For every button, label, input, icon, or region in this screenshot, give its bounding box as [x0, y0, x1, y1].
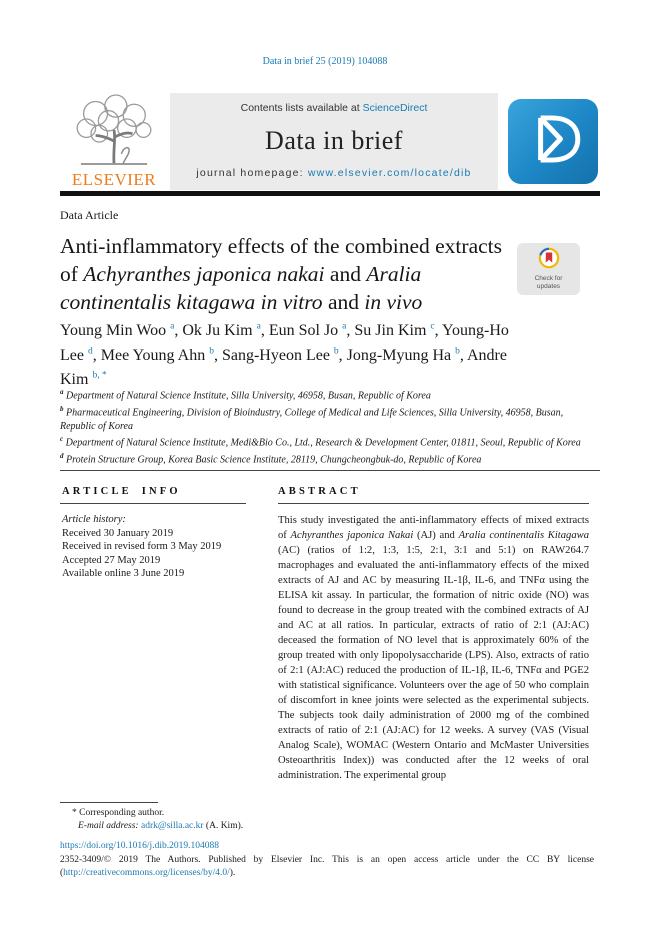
- masthead-box: [170, 93, 498, 190]
- abstract-segment: (AC) (ratios of 1:2, 1:3, 1:5, 2:1, 3:1 and 5:1) on RAW264.7 macrophages and evaluated the anti-inflammatory effects of the mixed extracts of AJ and AC by measuring IL-1β, IL-6, and TNFα using the ELISA kit assay. In particular, the formation of nitric oxide (NO) was found to decrease in the group treated with the combined extracts of AJ and AC at all ratios. In particular, extracts of ratio of 2:1 (AJ:AC) deceased the formation of NO level that is approximately 60% of the group treated with only lipopolysaccharide (LPS). Also, extracts of ratio of 2:1 (AJ:AC) reduced the production of IL-1β, IL-6, TNFα and PGE2 with statistical significance. Volunteers over the age of 50 who complain of discomfort in knee joints were selected as the experimental subjects. The subjects took daily administration of 2000 mg of the combined extracts of ratio of 2:1 (AJ:AC) for 12 weeks. A survey (VAS (Visual Analog Scale), WOMAC (Western Ontario and McMaster Universities Osteoarthritis Index)) was conducted after the 12 weeks of oral administration. The experimental group: [278, 545, 589, 781]
- footnote-asterisk: *: [72, 808, 80, 818]
- license-text: 2352-3409/© 2019 The Authors. Published by Elsevier Inc. This is an open access article under the CC BY license (: [60, 855, 594, 878]
- crossmark-ribbon-icon: [538, 247, 560, 274]
- author-list: [60, 317, 512, 390]
- abstract-segment: (AJ) and: [413, 530, 459, 541]
- abstract-segment-species: Aralia continentalis Kitagawa: [458, 530, 589, 541]
- abstract-underline: [278, 503, 589, 504]
- article-type-label: Data Article: [60, 208, 119, 222]
- title-segment-species: Achyranthes japonica nakai: [83, 262, 325, 286]
- elsevier-logo-block: [62, 94, 166, 190]
- abstract-text: [278, 513, 589, 783]
- title-segment: Anti-inflammatory effects of the combined extracts of: [60, 234, 502, 286]
- homepage-url-link[interactable]: www.elsevier.com/locate/dib: [307, 167, 472, 179]
- license-close: ).: [229, 868, 236, 878]
- crossmark-label-line2: updates: [536, 282, 561, 290]
- abstract-segment-species: Achyranthes japonica Nakai: [290, 530, 414, 541]
- author: Young-Ho Lee $^d$,: [60, 322, 509, 364]
- doi-link[interactable]: https://doi.org/10.1016/j.dib.2019.104088: [60, 841, 219, 851]
- journal-title: Data in brief: [265, 125, 403, 155]
- history-received: Received 30 January 2019: [62, 527, 174, 539]
- footnote-divider: [60, 802, 158, 803]
- affiliation-list: [60, 386, 592, 467]
- article-title: [60, 232, 515, 316]
- masthead-divider-bar: [60, 191, 600, 196]
- affiliation: $^c$ Department of Natural Science Institute, Medi&Bio Co., Ltd., Research & Development Center, 01811, Seoul, Republic of Korea: [60, 435, 581, 449]
- affiliation: $^b$ Pharmaceutical Engineering, Division of Bioindustry, College of Medical and Life Sciences, Silla University, 46958, Busan, Republic of Korea: [60, 404, 564, 432]
- author: Eun Sol Jo $^a$,: [268, 322, 355, 340]
- crossmark-label: [535, 275, 563, 290]
- article-history-label: Article history:: [62, 514, 126, 525]
- homepage-label: journal homepage:: [196, 167, 308, 179]
- journal-homepage-line: [196, 167, 471, 179]
- author: Su Jin Kim $^c$,: [354, 322, 443, 340]
- author: Mee Young Ahn $^b$,: [100, 346, 222, 364]
- affiliation: $^a$ Department of Natural Science Institute, Silla University, 46958, Busan, Republic of Korea: [60, 388, 431, 402]
- author: Sang-Hyeon Lee $^b$,: [221, 346, 347, 364]
- email-label: E-mail address:: [78, 821, 141, 831]
- email-attribution: (A. Kim).: [203, 821, 244, 831]
- history-online: Available online 3 June 2019: [62, 568, 185, 579]
- history-accepted: Accepted 27 May 2019: [62, 554, 161, 566]
- history-revised: Received in revised form 3 May 2019: [62, 541, 222, 552]
- check-for-updates-badge[interactable]: [517, 243, 580, 295]
- title-segment: and: [322, 290, 365, 314]
- journal-cover-thumbnail[interactable]: [508, 99, 598, 184]
- author: Andre Kim $^{b, *}$: [60, 346, 507, 388]
- author: Jong-Myung Ha $^b$,: [346, 346, 467, 364]
- title-segment-species: Aralia continentalis kitagawa in vitro: [60, 262, 422, 314]
- abstract-heading: ABSTRACT: [278, 486, 361, 497]
- contents-line: [241, 102, 428, 114]
- data-in-brief-d-icon: [521, 108, 585, 175]
- license-url-link[interactable]: http://creativecommons.org/licenses/by/4.0/: [63, 868, 230, 878]
- journal-citation: Data in brief 25 (2019) 104088: [262, 56, 388, 67]
- crossmark-label-line1: Check for: [534, 275, 563, 282]
- article-info-underline: [60, 503, 246, 504]
- license-statement: [60, 854, 594, 880]
- abstract-segment: This study investigated the anti-inflammatory effects of mixed extracts of: [278, 515, 589, 541]
- title-segment: and: [324, 262, 367, 286]
- footnote-text: Corresponding author.: [79, 808, 165, 818]
- affiliation: $^d$ Protein Structure Group, Korea Basic Science Institute, 28119, Chungcheongbuk-do, Republic of Korea: [60, 451, 482, 466]
- article-info-heading: ARTICLE INFO: [62, 486, 181, 497]
- author: Young Min Woo $^a$,: [60, 322, 183, 340]
- contents-prefix: Contents lists available at: [240, 102, 363, 114]
- corresponding-author-footnote: [60, 807, 460, 833]
- sciencedirect-link[interactable]: ScienceDirect: [362, 102, 428, 114]
- article-history: [62, 513, 272, 581]
- email-link[interactable]: adrk@silla.ac.kr: [140, 821, 204, 831]
- elsevier-wordmark: ELSEVIER: [71, 170, 157, 189]
- elsevier-tree-logo-icon: [68, 93, 160, 172]
- title-segment-species: in vivo: [364, 290, 423, 314]
- author: Ok Ju Kim $^a$,: [182, 322, 269, 340]
- section-divider: [60, 470, 600, 471]
